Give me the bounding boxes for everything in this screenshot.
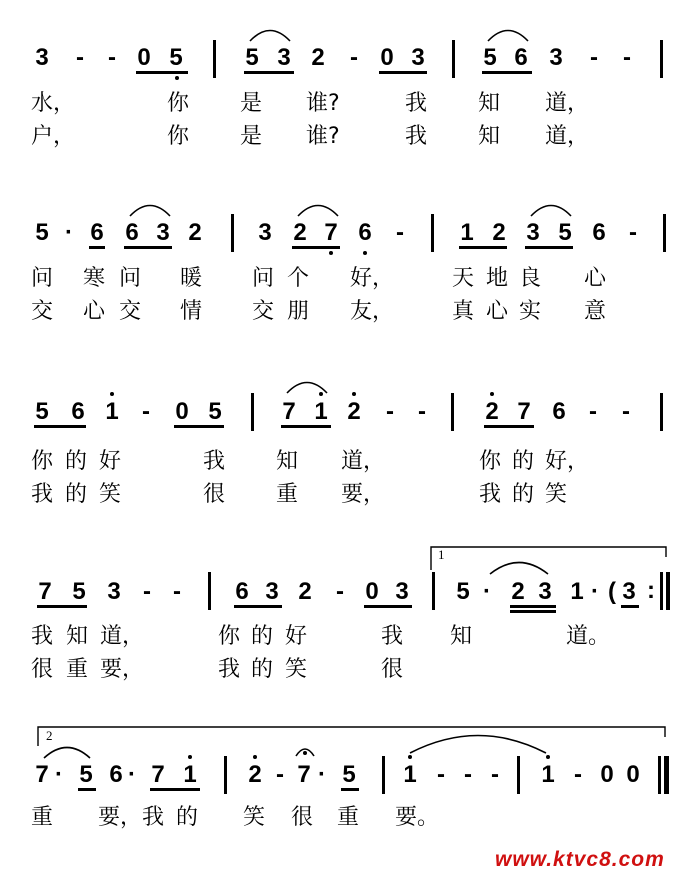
barline <box>451 393 454 431</box>
lyric: 道。 <box>566 624 611 649</box>
note: 2 <box>347 398 361 425</box>
barline <box>251 393 254 431</box>
lyric: 是 <box>240 124 263 149</box>
note: 3 <box>258 219 272 246</box>
note: - <box>589 398 597 425</box>
note: 2 <box>298 578 312 605</box>
lyric: 朋 <box>287 299 310 324</box>
note: 5 <box>79 761 93 788</box>
lyric: 道， <box>545 91 590 116</box>
slur <box>486 24 530 42</box>
lyric: 笑 <box>285 657 308 682</box>
underline <box>244 71 294 74</box>
lyric: 我 <box>405 91 428 116</box>
lyric: 要，我 <box>98 805 165 830</box>
lyric: 问 <box>119 266 142 291</box>
note: - <box>590 44 598 71</box>
lyric: 重 <box>66 657 89 682</box>
lyric: 很 <box>31 657 54 682</box>
lyric: 我 <box>381 624 404 649</box>
note: 5 <box>35 219 49 246</box>
note: 5 <box>72 578 86 605</box>
lyric: 知 <box>478 91 501 116</box>
lyric: 是 <box>240 91 263 116</box>
upper-octave-dot <box>408 755 412 759</box>
underline <box>174 425 224 428</box>
note: 7 <box>38 578 52 605</box>
lyric: 道， <box>341 449 386 474</box>
lyric: 心 <box>584 266 607 291</box>
note: 5 <box>456 578 470 605</box>
slur <box>488 557 550 575</box>
lyric: 要， <box>100 657 145 682</box>
underline <box>37 605 87 608</box>
slur <box>248 24 292 42</box>
lyric: 我 <box>203 449 226 474</box>
lyric: 好， <box>350 266 395 291</box>
underline <box>78 788 96 791</box>
underline <box>136 71 188 74</box>
upper-octave-dot <box>490 392 494 396</box>
note: - <box>386 398 394 425</box>
note: 2 <box>248 761 262 788</box>
lyric: 你 <box>167 91 190 116</box>
underline <box>621 605 639 608</box>
note: 2 <box>511 578 525 605</box>
note: 1 <box>403 761 417 788</box>
note: 7 <box>517 398 531 425</box>
lower-octave-dot <box>329 251 333 255</box>
lyric: 交 <box>119 299 142 324</box>
underline <box>364 605 412 608</box>
note: - <box>437 761 445 788</box>
lyric: 你 <box>218 624 241 649</box>
note: 2 <box>485 398 499 425</box>
lyric: 心 <box>486 299 509 324</box>
barline <box>660 40 663 78</box>
note: - <box>350 44 358 71</box>
underline <box>510 610 556 613</box>
note: · <box>591 578 599 605</box>
slur <box>296 199 340 217</box>
note: 0 <box>175 398 189 425</box>
underline <box>510 605 556 608</box>
watermark: www.ktvc8.com <box>495 848 665 871</box>
note: 5 <box>558 219 572 246</box>
lyric: 我 <box>479 482 502 507</box>
note: 3 <box>411 44 425 71</box>
lyric: 重 <box>31 805 54 830</box>
lyric: 谁? <box>306 91 340 116</box>
lyric: 的 <box>251 657 274 682</box>
slur <box>128 199 172 217</box>
barline <box>224 756 227 794</box>
underline <box>484 425 534 428</box>
lyric: 我 <box>31 482 54 507</box>
barline <box>663 214 666 252</box>
lyric: 很 <box>291 805 314 830</box>
barline <box>431 214 434 252</box>
fermata-icon <box>294 743 316 757</box>
underline <box>292 246 340 249</box>
lyric: 寒 <box>83 266 106 291</box>
note: 1 <box>460 219 474 246</box>
note: 6 <box>514 44 528 71</box>
underline <box>482 71 532 74</box>
lyric: 问 <box>31 266 54 291</box>
lyric: 暖 <box>180 266 203 291</box>
note: - <box>629 219 637 246</box>
barline <box>517 756 520 794</box>
barline <box>660 393 663 431</box>
note: - <box>336 578 344 605</box>
barline <box>660 572 663 610</box>
underline <box>34 425 86 428</box>
note: 3 <box>622 578 636 605</box>
note: - <box>76 44 84 71</box>
lyric: 你 <box>167 124 190 149</box>
note: 7 <box>297 761 311 788</box>
note: - <box>143 578 151 605</box>
note: - <box>464 761 472 788</box>
lyric: 的 <box>65 449 88 474</box>
final-barline-thick <box>666 572 670 610</box>
note: · <box>65 219 73 246</box>
lyric: 心 <box>83 299 106 324</box>
lyric: 交 <box>252 299 275 324</box>
underline <box>459 246 507 249</box>
note: 0 <box>137 44 151 71</box>
note: 0 <box>380 44 394 71</box>
note: 5 <box>208 398 222 425</box>
lyric: 笑 <box>545 482 568 507</box>
note: 5 <box>35 398 49 425</box>
note: 1 <box>105 398 119 425</box>
lyric: 的 <box>512 449 535 474</box>
note: 6 <box>90 219 104 246</box>
note: 7 <box>151 761 165 788</box>
underline <box>281 425 331 428</box>
barline <box>231 214 234 252</box>
lyric: 你 <box>479 449 502 474</box>
lyric: 笑 <box>243 805 266 830</box>
upper-octave-dot <box>110 392 114 396</box>
repeat-sign: : <box>647 577 655 604</box>
note: 0 <box>365 578 379 605</box>
lyric: 我 <box>218 657 241 682</box>
note: ( <box>608 578 616 605</box>
note: 5 <box>245 44 259 71</box>
note: 7 <box>324 219 338 246</box>
lower-octave-dot <box>363 251 367 255</box>
lyric: 笑 <box>99 482 122 507</box>
volta-label: 2 <box>46 728 53 743</box>
lyric: 很 <box>203 482 226 507</box>
note: 6 <box>125 219 139 246</box>
note: 3 <box>549 44 563 71</box>
lyric: 好 <box>285 624 308 649</box>
barline <box>452 40 455 78</box>
note: 3 <box>538 578 552 605</box>
barline <box>208 572 211 610</box>
note: 2 <box>293 219 307 246</box>
note: 1 <box>541 761 555 788</box>
note: 6 <box>71 398 85 425</box>
note: 5 <box>483 44 497 71</box>
note: 3 <box>35 44 49 71</box>
lyric: 水， <box>31 91 76 116</box>
lyric: 个 <box>287 266 310 291</box>
note: 3 <box>107 578 121 605</box>
lyric: 重 <box>276 482 299 507</box>
lyric: 的 <box>65 482 88 507</box>
barline <box>658 756 661 794</box>
note: 3 <box>156 219 170 246</box>
lyric: 道， <box>100 624 145 649</box>
lyric: 好 <box>99 449 122 474</box>
volta-bracket-2 <box>37 725 667 747</box>
lyric: 问 <box>252 266 275 291</box>
lyric: 户， <box>31 124 76 149</box>
barline <box>432 572 435 610</box>
lyric: 地 <box>486 266 509 291</box>
note: · <box>318 761 326 788</box>
note: 5 <box>342 761 356 788</box>
lyric: 知 <box>450 624 473 649</box>
underline <box>379 71 427 74</box>
lyric: 的 <box>176 805 199 830</box>
note: 5 <box>169 44 183 71</box>
lyric: 知 <box>66 624 89 649</box>
note: - <box>418 398 426 425</box>
underline <box>89 246 105 249</box>
note: - <box>491 761 499 788</box>
note: 3 <box>265 578 279 605</box>
upper-octave-dot <box>253 755 257 759</box>
note: 1 <box>570 578 584 605</box>
underline <box>150 788 200 791</box>
note: - <box>108 44 116 71</box>
lyric: 好， <box>545 449 590 474</box>
slur <box>285 376 329 394</box>
underline <box>124 246 172 249</box>
note: 7 <box>35 761 49 788</box>
lyric: 交 <box>31 299 54 324</box>
note: 2 <box>492 219 506 246</box>
note: 0 <box>626 761 640 788</box>
lyric: 知 <box>478 124 501 149</box>
note: 6 <box>358 219 372 246</box>
lyric: 的 <box>512 482 535 507</box>
slur <box>42 741 92 759</box>
lyric: 实 <box>519 299 542 324</box>
note: · <box>128 761 136 788</box>
lyric: 知 <box>276 449 299 474</box>
lyric: 要。 <box>395 805 440 830</box>
note: 3 <box>395 578 409 605</box>
volta-label: 1 <box>438 547 445 562</box>
barline <box>213 40 216 78</box>
note: 7 <box>282 398 296 425</box>
upper-octave-dot <box>546 755 550 759</box>
barline <box>382 756 385 794</box>
lyric: 道， <box>545 124 590 149</box>
underline <box>234 605 282 608</box>
note: - <box>396 219 404 246</box>
note: 1 <box>183 761 197 788</box>
note: - <box>623 44 631 71</box>
note: 6 <box>592 219 606 246</box>
note: - <box>276 761 284 788</box>
note: - <box>622 398 630 425</box>
lyric: 情 <box>180 299 203 324</box>
upper-octave-dot <box>352 392 356 396</box>
final-barline-thick <box>664 756 669 794</box>
lyric: 真 <box>452 299 475 324</box>
note: · <box>483 578 491 605</box>
note: - <box>574 761 582 788</box>
upper-octave-dot <box>188 755 192 759</box>
note: 3 <box>526 219 540 246</box>
lyric: 我 <box>405 124 428 149</box>
note: 3 <box>277 44 291 71</box>
lyric: 要， <box>341 482 386 507</box>
note: 1 <box>314 398 328 425</box>
lyric: 重 <box>337 805 360 830</box>
lyric: 很 <box>381 657 404 682</box>
lyric: 你 <box>31 449 54 474</box>
note: 6 <box>235 578 249 605</box>
note: · <box>55 761 63 788</box>
slur <box>529 199 573 217</box>
lyric: 友， <box>350 299 395 324</box>
lyric: 天 <box>452 266 475 291</box>
lyric: 意 <box>584 299 607 324</box>
note: 2 <box>188 219 202 246</box>
note: - <box>173 578 181 605</box>
tie <box>408 728 548 754</box>
lyric: 的 <box>251 624 274 649</box>
underline <box>341 788 359 791</box>
note: 6 <box>109 761 123 788</box>
underline <box>525 246 573 249</box>
note: - <box>142 398 150 425</box>
lower-octave-dot <box>175 76 179 80</box>
note: 0 <box>600 761 614 788</box>
lyric: 谁? <box>306 124 340 149</box>
note: 2 <box>311 44 325 71</box>
lyric: 我 <box>31 624 54 649</box>
lyric: 良 <box>519 266 542 291</box>
note: 6 <box>552 398 566 425</box>
